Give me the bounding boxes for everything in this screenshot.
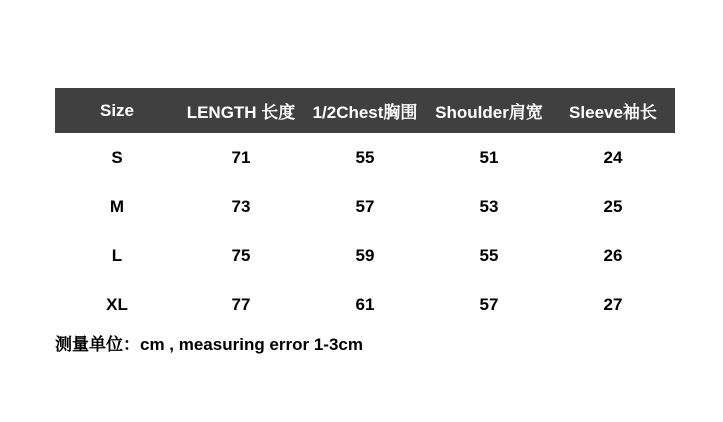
cell-length: 73 <box>231 196 251 216</box>
cell-shoulder: 57 <box>479 294 499 314</box>
cell-size: M <box>109 196 125 216</box>
measurement-note: 测量单位：cm , measuring error 1-3cm <box>55 335 363 354</box>
cell-shoulder: 55 <box>479 245 499 265</box>
cell-chest: 61 <box>355 294 375 314</box>
cell-size: S <box>111 147 123 167</box>
column-header-sleeve: Sleeve袖长 <box>569 103 657 122</box>
cell-chest: 57 <box>355 196 375 216</box>
cell-length: 77 <box>231 294 251 314</box>
table-row-l <box>55 231 675 280</box>
size-table <box>55 88 675 329</box>
cell-length: 75 <box>231 245 251 265</box>
cell-size: L <box>111 245 123 265</box>
cell-sleeve: 26 <box>603 245 623 265</box>
column-header-size: Size <box>99 100 135 120</box>
table-header-row <box>55 88 675 133</box>
column-header-length: LENGTH 长度 <box>186 103 296 122</box>
table-row-xl <box>55 280 675 329</box>
column-header-chest: 1/2Chest胸围 <box>312 103 418 122</box>
cell-length: 71 <box>231 147 251 167</box>
cell-sleeve: 27 <box>603 294 623 314</box>
cell-sleeve: 25 <box>603 196 623 216</box>
column-header-shoulder: Shoulder肩宽 <box>435 103 543 122</box>
cell-chest: 59 <box>355 245 375 265</box>
cell-chest: 55 <box>355 147 375 167</box>
table-row-m <box>55 182 675 231</box>
cell-shoulder: 53 <box>479 196 499 216</box>
cell-sleeve: 24 <box>603 147 623 167</box>
cell-size: XL <box>106 294 128 314</box>
cell-shoulder: 51 <box>479 147 499 167</box>
table-row-s <box>55 133 675 182</box>
